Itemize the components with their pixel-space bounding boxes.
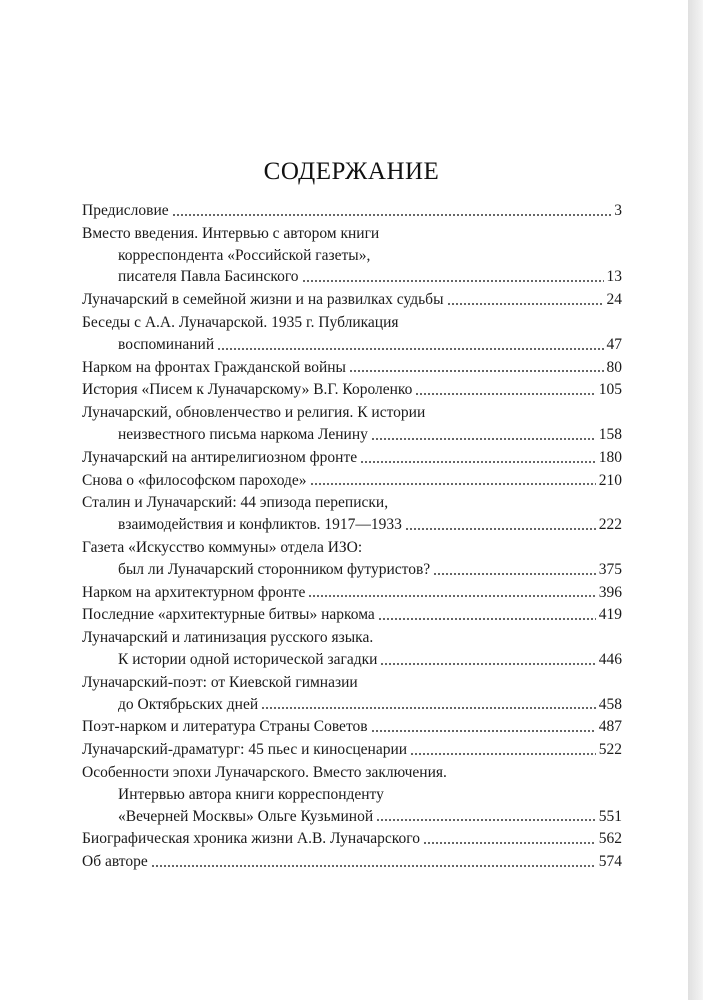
dot-leader <box>310 483 596 485</box>
toc-entry-last-line <box>82 289 622 311</box>
toc-entry-last-line <box>82 200 622 222</box>
dot-leader <box>360 461 596 463</box>
toc-entry-text: Об авторе <box>82 853 148 871</box>
page-number: 3 <box>614 202 622 219</box>
toc-entry-text: Луначарский на антирелигиозном фронте <box>82 448 358 466</box>
dot-leader <box>371 730 596 732</box>
page-number: 13 <box>606 268 622 286</box>
toc-entry-last-line <box>82 806 622 828</box>
toc-entry-text: Поэт-нарком и литература Страны Советов <box>82 718 368 736</box>
dot-leader <box>415 393 595 395</box>
page-number: 419 <box>598 606 622 624</box>
toc-entry <box>82 312 622 356</box>
toc-entry-text: История «Писем к Луначарскому» В.Г. Короленко <box>82 381 413 399</box>
page-number: 222 <box>598 516 622 534</box>
toc-entry <box>82 627 622 671</box>
toc-entry-text: Луначарский-драматург: 45 пьес и киносценарии <box>82 741 408 759</box>
toc-entry <box>82 604 622 626</box>
toc-entry-text: Вместо введения. Интервью с автором книги <box>82 224 380 242</box>
dot-leader <box>302 280 604 282</box>
toc-entry-text: Последние «архитектурные битвы» наркома <box>82 606 375 624</box>
toc-entry <box>82 739 622 761</box>
dot-leader <box>217 348 603 350</box>
dot-leader <box>380 663 595 665</box>
toc-entry-text: взаимодействия и конфликтов. 1917—1933 <box>118 516 402 534</box>
page-number: 105 <box>598 381 622 399</box>
toc-entry <box>82 851 622 873</box>
page-number: 446 <box>598 650 622 668</box>
toc-entry <box>82 537 622 581</box>
dot-leader <box>405 528 596 530</box>
page-number: 574 <box>598 853 622 871</box>
toc-entry-text: Нарком на фронтах Гражданской войны <box>82 358 346 376</box>
toc-entry-text: Нарком на архитектурном фронте <box>82 583 306 601</box>
toc-entry-last-line <box>82 447 622 469</box>
toc-entry-last-line <box>82 334 622 356</box>
page-number: 396 <box>598 583 622 601</box>
page-number: 562 <box>598 830 622 848</box>
toc-entry-last-line <box>82 514 622 536</box>
page-number: 522 <box>598 741 622 759</box>
toc-entry-last-line <box>82 604 622 626</box>
toc-entry-text: Луначарский в семейной жизни и на развилках судьбы <box>82 291 444 309</box>
toc-entry-text: Газета «Искусство коммуны» отдела ИЗО: <box>82 538 363 556</box>
page-number: 458 <box>598 695 622 713</box>
toc-entry <box>82 447 622 469</box>
toc-entry-text: Предисловие <box>82 202 169 219</box>
toc-entry-last-line <box>82 379 622 401</box>
toc-entry <box>82 357 622 379</box>
toc-entry-text: Луначарский-поэт: от Киевской гимназии <box>82 673 358 691</box>
toc-entry-text: «Вечерней Москвы» Ольге Кузьминой <box>118 807 374 825</box>
page-number: 551 <box>598 807 622 825</box>
dot-leader <box>378 618 596 620</box>
toc-entry-last-line <box>82 582 622 604</box>
toc-entry <box>82 716 622 738</box>
toc-entry-text: корреспондента «Российской газеты», <box>118 246 371 264</box>
toc-entry-text: воспоминаний <box>118 335 215 353</box>
toc-entry-text: Снова о «философском пароходе» <box>82 471 307 489</box>
toc-entry-last-line <box>82 716 622 738</box>
toc-entry <box>82 379 622 401</box>
toc-entry-text: Беседы с А.А. Луначарской. 1935 г. Публикация <box>82 313 399 331</box>
toc-entry-last-line <box>82 470 622 492</box>
toc-entry-text: Сталин и Луначарский: 44 эпизода переписки, <box>82 494 389 512</box>
toc-entry-last-line <box>82 559 622 581</box>
toc-entry <box>82 289 622 311</box>
page-number: 375 <box>598 560 622 578</box>
dot-leader <box>172 214 612 216</box>
toc-entry <box>82 582 622 604</box>
toc-entry <box>82 200 622 222</box>
dot-leader <box>376 819 596 821</box>
toc-entry <box>82 828 622 850</box>
dot-leader <box>410 753 596 755</box>
dot-leader <box>423 842 596 844</box>
toc-entry <box>82 470 622 492</box>
toc-entry-last-line <box>82 828 622 850</box>
page-title: СОДЕРЖАНИЕ <box>263 158 440 185</box>
toc-entry-last-line <box>82 851 622 873</box>
page-edge-shadow <box>688 0 703 1000</box>
dot-leader <box>308 595 595 597</box>
page-number: 180 <box>598 448 622 466</box>
table-of-contents <box>82 200 622 874</box>
toc-entry-last-line <box>82 649 622 671</box>
toc-entry <box>82 223 622 288</box>
page-number: 210 <box>598 471 622 489</box>
toc-entry-last-line <box>82 694 622 716</box>
toc-entry-text: Луначарский и латинизация русского языка. <box>82 629 374 647</box>
toc-entry-text: неизвестного письма наркома Ленину <box>118 425 368 443</box>
dot-leader <box>371 438 596 440</box>
dot-leader <box>261 707 596 709</box>
toc-entry <box>82 492 622 536</box>
toc-entry <box>82 402 622 446</box>
toc-entry-text: Особенности эпохи Луначарского. Вместо заключения. <box>82 763 447 781</box>
toc-entry-last-line <box>82 357 622 379</box>
dot-leader <box>151 865 596 867</box>
toc-entry-text: был ли Луначарский сторонником футуристов? <box>118 560 431 578</box>
toc-entry-text: К истории одной исторической загадки <box>118 650 378 668</box>
dot-leader <box>433 573 596 575</box>
page-number: 158 <box>598 425 622 443</box>
toc-entry-last-line <box>82 266 622 288</box>
dot-leader <box>349 370 604 372</box>
page-number: 24 <box>606 291 622 309</box>
page-number: 80 <box>606 358 622 376</box>
toc-entry-text: Луначарский, обновленчество и религия. К истории <box>82 404 426 422</box>
dot-leader <box>447 303 604 305</box>
toc-entry <box>82 672 622 716</box>
toc-entry <box>82 762 622 827</box>
toc-entry-text: Интервью автора книги корреспонденту <box>118 785 384 803</box>
toc-entry-text: Биографическая хроника жизни А.В. Луначарского <box>82 830 420 848</box>
toc-entry-text: до Октябрьских дней <box>118 695 259 713</box>
toc-entry-text: писателя Павла Басинского <box>118 268 299 286</box>
page-number: 47 <box>606 335 622 353</box>
page-number: 487 <box>598 718 622 736</box>
toc-entry-last-line <box>82 424 622 446</box>
toc-entry-last-line <box>82 739 622 761</box>
